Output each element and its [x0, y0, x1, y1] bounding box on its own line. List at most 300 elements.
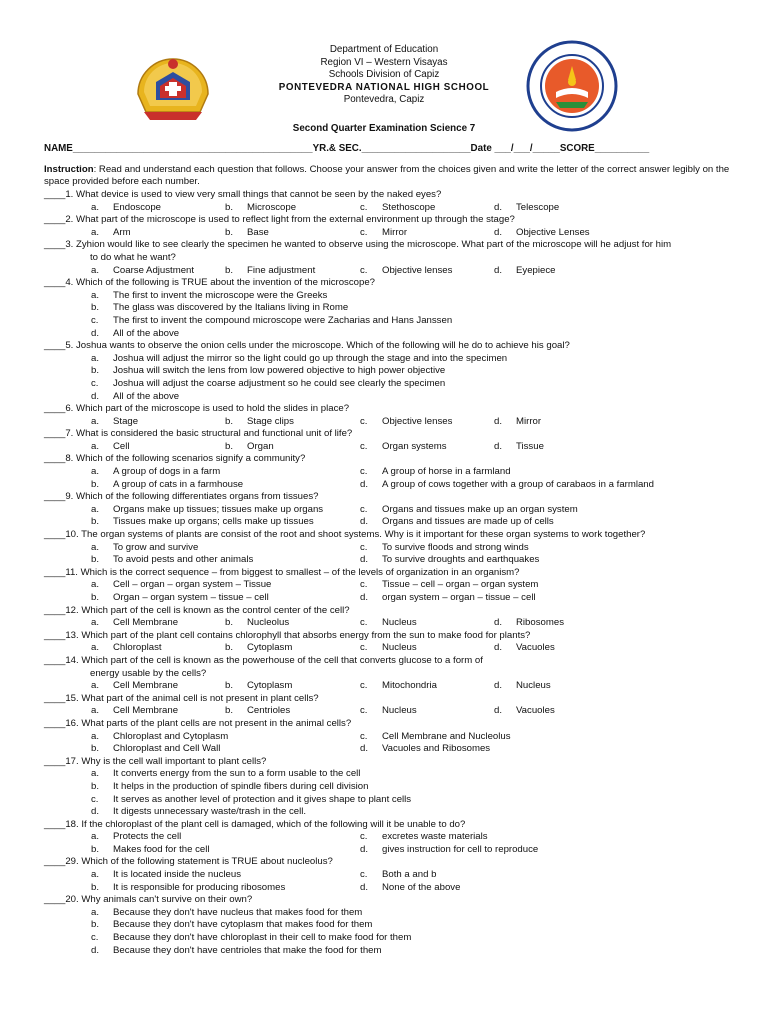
choice-letter: c. [360, 579, 368, 591]
choice-letter: c. [360, 617, 368, 629]
choice-text: All of the above [113, 390, 180, 402]
choice-row [44, 315, 744, 328]
choice-letter: c. [360, 226, 368, 238]
choice-text: gives instruction for cell to reproduce [382, 843, 539, 855]
question-item [44, 239, 744, 277]
answer-choice [91, 328, 179, 341]
answer-choice [91, 768, 360, 781]
choice-text: To survive droughts and earthquakes [382, 554, 540, 566]
choice-text: Because they don't have chloroplast in their cell to make food for them [113, 932, 412, 944]
choice-row [44, 265, 744, 278]
choice-letter: b. [225, 264, 234, 276]
choice-letter: a. [91, 579, 100, 591]
answer-choice [360, 516, 554, 529]
question-item [44, 655, 744, 693]
question-item [44, 819, 744, 857]
choice-letter: c. [91, 793, 99, 805]
school-location: Pontevedra, Capiz [343, 94, 425, 105]
question-text: ____6. Which part of the microscope is used to hold the slides in place? [44, 403, 350, 415]
choice-row [44, 781, 744, 794]
question-item [44, 189, 744, 214]
choice-letter: c. [360, 466, 368, 478]
choice-text: Mirror [382, 226, 408, 238]
answer-choice [494, 227, 590, 240]
choice-letter: a. [91, 617, 100, 629]
answer-choice [91, 290, 327, 303]
choice-letter: b. [225, 440, 234, 452]
exam-title: Second Quarter Examination Science 7 [292, 123, 476, 134]
choice-text: Joshua will adjust the mirror so the light could go up through the stage and into the specimen [113, 352, 508, 364]
answer-choice [225, 416, 294, 429]
choice-row [44, 504, 744, 517]
answer-choice [360, 882, 460, 895]
department-line: Department of Education [329, 44, 439, 55]
choice-text: Organ systems [382, 440, 447, 452]
question-text: ____8. Which of the following scenarios signify a community? [44, 453, 306, 465]
choice-text: A group of dogs in a farm [113, 466, 221, 478]
choice-text: Eyepiece [516, 264, 556, 276]
question-item [44, 567, 744, 605]
answer-choice [91, 441, 130, 454]
choice-text: Protects the cell [113, 831, 182, 843]
answer-choice [494, 265, 555, 278]
question-text: ____13. Which part of the plant cell contains chlorophyll that absorbs energy from the sun to make food for plants? [44, 629, 531, 641]
answer-choice [360, 579, 538, 592]
choice-text: Arm [113, 226, 131, 238]
choice-text: Nucleus [382, 617, 417, 629]
choice-row [44, 579, 744, 592]
choice-text: Because they don't have nucleus that makes food for them [113, 906, 363, 918]
instruction-block [44, 164, 730, 187]
answer-choice [91, 932, 411, 945]
choice-letter: c. [360, 869, 368, 881]
choice-row [44, 680, 744, 693]
choice-text: The first to invent the microscope were the Greeks [113, 289, 328, 301]
answer-choice [494, 617, 564, 630]
choice-text: Joshua will adjust the coarse adjustment so he could see clearly the specimen [113, 377, 446, 389]
choice-row [44, 806, 744, 819]
answer-choice [91, 642, 162, 655]
answer-choice [91, 302, 348, 315]
choice-letter: d. [494, 680, 503, 692]
choice-letter: a. [91, 201, 100, 213]
choice-letter: a. [91, 642, 100, 654]
choice-letter: c. [360, 680, 368, 692]
question-item [44, 214, 744, 239]
choice-text: Coarse Adjustment [113, 264, 195, 276]
choice-text: Organs and tissues are made up of cells [382, 516, 554, 528]
answer-choice [91, 504, 323, 517]
choice-text: Stethoscope [382, 201, 436, 213]
answer-choice [91, 705, 178, 718]
question-item [44, 340, 744, 403]
answer-choice [91, 416, 138, 429]
answer-choice [91, 516, 314, 529]
choice-letter: d. [494, 440, 503, 452]
choice-text: Vacuoles and Ribosomes [382, 743, 491, 755]
choice-text: It is located inside the nucleus [113, 869, 241, 881]
question-item [44, 605, 744, 630]
instruction-label: Instruction [44, 164, 94, 175]
choice-text: The glass was discovered by the Italians living in Rome [113, 302, 349, 314]
choice-text: To survive floods and strong winds [382, 541, 529, 553]
choice-row [44, 466, 744, 479]
answer-choice [225, 705, 290, 718]
answer-choice [225, 617, 289, 630]
choice-text: Cytoplasm [247, 680, 293, 692]
question-text: ____4. Which of the following is TRUE about the invention of the microscope? [44, 277, 375, 289]
answer-choice [360, 869, 436, 882]
choice-text: Organs and tissues make up an organ system [382, 503, 578, 515]
answer-choice [494, 202, 559, 215]
answer-choice [91, 731, 228, 744]
choice-letter: d. [494, 226, 503, 238]
choice-letter: b. [91, 516, 100, 528]
choice-letter: c. [360, 705, 368, 717]
question-text: ____2. What part of the microscope is used to reflect light from the external environment up through the stage? [44, 214, 515, 226]
choice-text: A group of cows together with a group of carabaos in a farmland [382, 478, 654, 490]
choice-row [44, 831, 744, 844]
question-text: ____17. Why is the cell wall important to plant cells? [44, 755, 267, 767]
answer-choice [494, 642, 555, 655]
choice-text: All of the above [113, 327, 180, 339]
choice-text: A group of cats in a farmhouse [113, 478, 244, 490]
choice-row [44, 882, 744, 895]
choice-row [44, 542, 744, 555]
question-item [44, 894, 744, 957]
choice-row [44, 844, 744, 857]
answer-choice [91, 365, 445, 378]
choice-letter: a. [91, 906, 100, 918]
choice-letter: d. [360, 516, 369, 528]
choice-row [44, 365, 744, 378]
choice-letter: c. [360, 730, 368, 742]
choice-letter: b. [91, 881, 100, 893]
choice-row [44, 731, 744, 744]
choice-text: Vacuoles [516, 642, 555, 654]
choice-text: Ribosomes [516, 617, 564, 629]
choice-letter: c. [360, 201, 368, 213]
question-text: ____20. Why animals can't survive on their own? [44, 894, 253, 906]
answer-choice [91, 579, 271, 592]
question-item [44, 529, 744, 567]
choice-row [44, 869, 744, 882]
answer-choice [91, 202, 161, 215]
choice-letter: b. [225, 226, 234, 238]
choice-text: Cytoplasm [247, 642, 293, 654]
answer-choice [91, 844, 210, 857]
answer-choice [225, 265, 315, 278]
choice-text: Because they don't have cytoplasm that makes food for them [113, 919, 373, 931]
choice-row [44, 202, 744, 215]
student-info-line: NAME____________________________________________YR.& SEC.____________________Date ___/___/_____SCORE__________ [44, 143, 650, 154]
choice-row [44, 391, 744, 404]
choice-row [44, 290, 744, 303]
answer-choice [91, 479, 243, 492]
answer-choice [91, 831, 181, 844]
answer-choice [91, 265, 194, 278]
choice-row [44, 743, 744, 756]
answer-choice [360, 542, 529, 555]
answer-choice [225, 680, 292, 693]
question-item [44, 491, 744, 529]
region-line: Region VI – Western Visayas [320, 56, 448, 68]
choice-letter: b. [91, 780, 100, 792]
choice-letter: d. [91, 806, 100, 818]
answer-choice [360, 554, 539, 567]
choice-row [44, 328, 744, 341]
choice-letter: d. [494, 264, 503, 276]
question-text: ____14. Which part of the cell is known as the powerhouse of the cell that converts glucose to a form of [44, 654, 483, 666]
choice-text: Microscope [247, 201, 297, 213]
choice-letter: d. [360, 554, 369, 566]
choice-text: To grow and survive [113, 541, 199, 553]
question-text: ____15. What part of the animal cell is not present in plant cells? [44, 692, 319, 704]
choice-text: Mirror [516, 415, 542, 427]
answer-choice [360, 479, 654, 492]
choice-letter: d. [494, 201, 503, 213]
choice-text: Base [247, 226, 269, 238]
choice-text: Nucleolus [247, 617, 290, 629]
choice-text: Centrioles [247, 705, 291, 717]
choice-letter: d. [360, 592, 369, 603]
choice-letter: a. [91, 768, 100, 780]
choice-letter: b. [91, 554, 100, 566]
choice-text: Telescope [516, 201, 560, 213]
choice-text: Tissues make up organs; cells make up tissues [113, 516, 314, 528]
choice-text: It is responsible for producing ribosomes [113, 881, 286, 893]
choice-text: To avoid pests and other animals [113, 554, 254, 566]
answer-choice [494, 705, 555, 718]
answer-choice [360, 731, 511, 744]
question-item [44, 693, 744, 718]
choice-row [44, 479, 744, 492]
choice-letter: c. [91, 377, 99, 389]
choice-letter: b. [225, 705, 234, 717]
answer-choice [360, 202, 435, 215]
choice-letter: b. [225, 415, 234, 427]
answer-choice [91, 554, 253, 567]
choice-letter: d. [360, 743, 369, 755]
choice-text: It digests unnecessary waste/trash in the cell. [113, 806, 307, 818]
question-list [44, 189, 744, 957]
choice-row [44, 227, 744, 240]
choice-letter: d. [91, 327, 100, 339]
division-line: Schools Division of Capiz [328, 69, 440, 80]
choice-letter: c. [360, 440, 368, 452]
question-text: ____11. Which is the correct sequence – from biggest to smallest – of the levels of organization in an organism? [44, 566, 520, 578]
choice-text: It helps in the production of spindle fibers during cell division [113, 780, 369, 792]
choice-text: Stage clips [247, 415, 294, 427]
choice-row [44, 932, 744, 945]
choice-text: Endoscope [113, 201, 162, 213]
answer-choice [360, 743, 490, 756]
choice-text: Tissue [516, 440, 544, 452]
choice-row [44, 416, 744, 429]
choice-text: Chloroplast and Cytoplasm [113, 730, 229, 742]
answer-choice [91, 919, 372, 932]
choice-text: Organ – organ system – tissue – cell [113, 592, 269, 603]
choice-text: Stage [113, 415, 139, 427]
choice-letter: d. [360, 478, 369, 490]
choice-letter: a. [91, 541, 100, 553]
question-text: ____16. What parts of the plant cells are not present in the animal cells? [44, 717, 352, 729]
answer-choice [91, 391, 179, 404]
choice-row [44, 378, 744, 391]
choice-row [44, 353, 744, 366]
choice-text: It serves as another level of protection and it gives shape to plant cells [113, 793, 412, 805]
choice-text: Nucleus [516, 680, 551, 692]
answer-choice [91, 680, 178, 693]
document-header [0, 44, 768, 107]
choice-text: Cell Membrane [113, 680, 179, 692]
answer-choice [360, 592, 536, 605]
answer-choice [225, 202, 296, 215]
choice-row [44, 768, 744, 781]
choice-text: Chloroplast [113, 642, 162, 654]
choice-letter: a. [91, 264, 100, 276]
choice-letter: a. [91, 289, 100, 301]
choice-letter: a. [91, 440, 100, 452]
choice-letter: b. [91, 743, 100, 755]
choice-text: Cell Membrane [113, 617, 179, 629]
choice-letter: b. [91, 365, 100, 377]
answer-choice [360, 227, 407, 240]
choice-letter: c. [360, 642, 368, 654]
choice-letter: a. [91, 503, 100, 515]
question-item [44, 277, 744, 340]
choice-row [44, 302, 744, 315]
choice-text: None of the above [382, 881, 461, 893]
choice-letter: d. [360, 843, 369, 855]
question-text: ____5. Joshua wants to observe the onion cells under the microscope. Which of the following will he do to achieve his goal? [44, 340, 570, 352]
choice-text: Objective lenses [382, 264, 453, 276]
choice-row [44, 705, 744, 718]
answer-choice [91, 542, 198, 555]
choice-text: Tissue – cell – organ – organ system [382, 579, 539, 591]
answer-choice [360, 844, 538, 857]
answer-choice [91, 466, 220, 479]
answer-choice [360, 441, 447, 454]
answer-choice [360, 617, 417, 630]
answer-choice [91, 882, 285, 895]
choice-letter: a. [91, 226, 100, 238]
answer-choice [360, 265, 452, 278]
choice-letter: b. [225, 617, 234, 629]
answer-choice [91, 907, 362, 920]
choice-letter: d. [494, 415, 503, 427]
choice-row [44, 516, 744, 529]
answer-choice [494, 416, 541, 429]
choice-letter: d. [494, 617, 503, 629]
answer-choice [360, 642, 417, 655]
answer-choice [225, 227, 269, 240]
choice-letter: b. [225, 201, 234, 213]
choice-letter: a. [91, 352, 100, 364]
school-name: PONTEVEDRA NATIONAL HIGH SCHOOL [278, 81, 490, 93]
choice-letter: d. [494, 642, 503, 654]
choice-letter: c. [360, 541, 368, 553]
question-item [44, 630, 744, 655]
question-text: ____3. Zyhion would like to see clearly the specimen he wanted to observe using the microscope. What part of the microscope will he adjust for him [44, 239, 672, 251]
choice-text: Cell – organ – organ system – Tissue [113, 579, 272, 591]
choice-letter: a. [91, 730, 100, 742]
answer-choice [360, 504, 578, 517]
answer-choice [91, 227, 131, 240]
choice-row [44, 794, 744, 807]
choice-text: Objective Lenses [516, 226, 590, 238]
choice-text: Fine adjustment [247, 264, 316, 276]
choice-row [44, 592, 744, 605]
answer-choice [91, 806, 306, 819]
answer-choice [360, 680, 437, 693]
choice-text: Nucleus [382, 705, 417, 717]
choice-letter: b. [91, 843, 100, 855]
choice-letter: a. [91, 831, 100, 843]
question-text: ____1. What device is used to view very small things that cannot be seen by the naked eyes? [44, 189, 442, 200]
choice-row [44, 945, 744, 958]
answer-choice [91, 592, 269, 605]
answer-choice [360, 705, 417, 718]
answer-choice [91, 781, 368, 794]
choice-letter: a. [91, 466, 100, 478]
choice-letter: d. [91, 944, 100, 956]
choice-letter: c. [91, 314, 99, 326]
instruction-text: : Read and understand each question that follows. Choose your answer from the choices given and write the letter of the correct answer legibly on the space provided before each number. [44, 164, 730, 187]
choice-text: Vacuoles [516, 705, 555, 717]
choice-letter: b. [91, 478, 100, 490]
choice-letter: b. [91, 592, 100, 603]
choice-text: Because they don't have centrioles that make the food for them [113, 944, 382, 956]
choice-letter: d. [360, 881, 369, 893]
answer-choice [91, 945, 382, 958]
choice-letter: a. [91, 680, 100, 692]
answer-choice [360, 466, 511, 479]
choice-letter: c. [91, 932, 99, 944]
choice-letter: c. [360, 503, 368, 515]
choice-text: excretes waste materials [382, 831, 488, 843]
question-text-continued: energy usable by the cells? [90, 667, 207, 679]
answer-choice [91, 869, 241, 882]
choice-text: It converts energy from the sun to a form usable to the cell [113, 768, 361, 780]
answer-choice [91, 378, 445, 391]
question-item [44, 718, 744, 756]
choice-letter: d. [494, 705, 503, 717]
choice-text: Cell Membrane and Nucleolus [382, 730, 511, 742]
choice-row [44, 919, 744, 932]
choice-letter: b. [225, 680, 234, 692]
choice-letter: b. [91, 302, 100, 314]
choice-text: Cell [113, 440, 130, 452]
answer-choice [360, 831, 488, 844]
question-text-continued: to do what he want? [90, 251, 176, 263]
choice-text: Mitochondria [382, 680, 437, 692]
choice-text: The first to invent the compound microscope were Zacharias and Hans Janssen [113, 314, 453, 326]
choice-letter: a. [91, 705, 100, 717]
answer-choice [91, 315, 452, 328]
answer-choice [360, 416, 452, 429]
answer-choice [91, 353, 507, 366]
answer-choice [91, 794, 411, 807]
question-text: ____29. Which of the following statement is TRUE about nucleolus? [44, 856, 333, 868]
answer-choice [225, 642, 292, 655]
choice-letter: b. [91, 919, 100, 931]
answer-choice [91, 617, 178, 630]
choice-letter: d. [91, 390, 100, 402]
choice-letter: a. [91, 415, 100, 427]
question-item [44, 403, 744, 428]
choice-row [44, 554, 744, 567]
